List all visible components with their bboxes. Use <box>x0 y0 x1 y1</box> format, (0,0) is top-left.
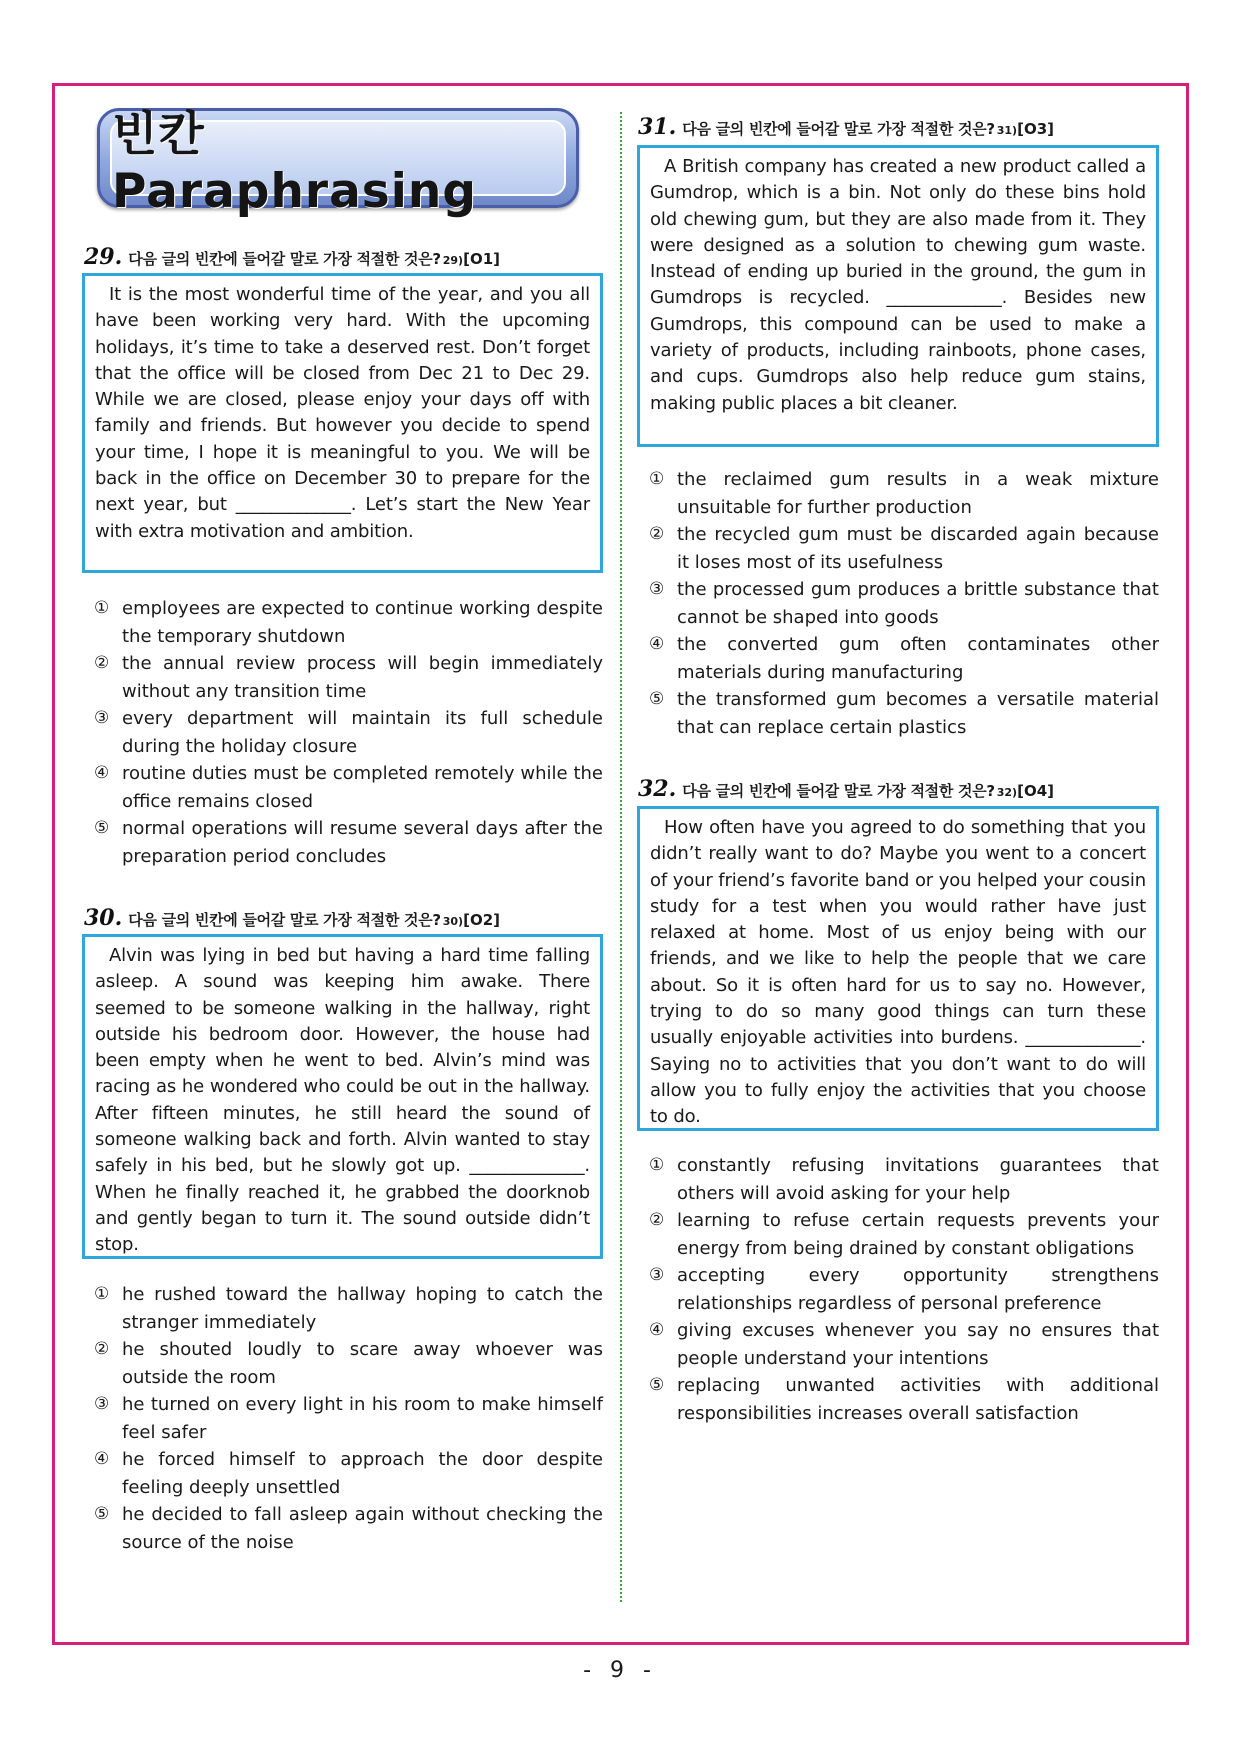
question-footnote-tag: 32) <box>996 786 1018 799</box>
passage-29: It is the most wonderful time of the year, and you all have been working very hard. With the upcoming holidays, it’s time to take a deserved rest. Don’t forget that the office will be closed from Dec 21 to Dec 29. While we are closed, please enjoy your days off with family and friends. But however you decide to spend your time, I hope it is meaningful to you. We will be back in the office on December 30 to prepare for the next year, but _____________. Let’s start the New Year with extra motivation and ambition. <box>82 273 603 573</box>
choice-marker: ⑤ <box>94 1504 110 1524</box>
question-footnote-tag: 31) <box>996 124 1018 137</box>
choice-31-4[interactable] <box>649 631 1159 686</box>
passage-31: A British company has created a new product called a Gumdrop, which is a bin. Not only do these bins hold old chewing gum, but they are also made from it. They were designed as a solution to chewing gum waste. Instead of ending up buried in the ground, the gum in Gumdrops is recycled. _____________. Besides new Gumdrops, this compound can be used to make a variety of products, including rainboots, phone cases, and cups. Gumdrops also help reduce gum stains, making public places a bit cleaner. <box>637 145 1159 447</box>
section-title: 빈칸 Paraphrasing <box>112 107 477 219</box>
choice-marker: ② <box>94 653 110 673</box>
question-header-30 <box>84 905 500 931</box>
choice-29-4[interactable] <box>94 760 603 815</box>
choice-marker: ① <box>94 1284 110 1304</box>
section-title-inner <box>110 107 566 219</box>
choice-text: replacing unwanted activities with additional responsibilities increases overall satisfaction <box>677 1375 1159 1424</box>
choice-text: constantly refusing invitations guarantees that others will avoid asking for your help <box>677 1155 1159 1204</box>
choice-29-1[interactable] <box>94 595 603 650</box>
choice-31-1[interactable] <box>649 466 1159 521</box>
question-footnote-tag: 29) <box>442 254 464 267</box>
choice-marker: ③ <box>649 579 665 599</box>
choice-text: he decided to fall asleep again without checking the source of the noise <box>122 1504 603 1553</box>
choice-text: routine duties must be completed remotely while the office remains closed <box>122 763 603 812</box>
question-code: [O3] <box>1017 120 1054 138</box>
choice-marker: ④ <box>649 1320 665 1340</box>
choice-31-3[interactable] <box>649 576 1159 631</box>
choice-32-3[interactable] <box>649 1262 1159 1317</box>
question-prompt: 다음 글의 빈칸에 들어갈 말로 가장 적절한 것은? <box>128 250 441 268</box>
question-number: 30. <box>84 905 123 931</box>
question-header-29 <box>84 244 500 270</box>
choice-marker: ② <box>649 1210 665 1230</box>
choice-text: he rushed toward the hallway hoping to catch the stranger immediately <box>122 1284 603 1333</box>
choice-31-2[interactable] <box>649 521 1159 576</box>
passage-32: How often have you agreed to do something that you didn’t really want to do? Maybe you went to a concert of your friend’s favorite band or you helped your cousin study for a test when you would rather have just relaxed at home. Most of us enjoy being with our friends, and we like to help the people that we care about. So it is often hard for us to say no. However, trying to do so many good things can turn these usually enjoyable activities into burdens. _____________. Saying no to activities that you don’t want to do will allow you to fully enjoy the activities that you choose to do. <box>637 806 1159 1131</box>
choice-30-1[interactable] <box>94 1281 603 1336</box>
choice-text: giving excuses whenever you say no ensures that people understand your intentions <box>677 1320 1159 1369</box>
question-number: 29. <box>84 244 123 270</box>
choice-text: every department will maintain its full schedule during the holiday closure <box>122 708 603 757</box>
choice-text: he forced himself to approach the door despite feeling deeply unsettled <box>122 1449 603 1498</box>
question-prompt: 다음 글의 빈칸에 들어갈 말로 가장 적절한 것은? <box>128 911 441 929</box>
choice-marker: ① <box>649 469 665 489</box>
choice-32-1[interactable] <box>649 1152 1159 1207</box>
question-header-31 <box>638 114 1054 140</box>
section-title-badge <box>97 107 579 219</box>
choice-marker: ⑤ <box>94 818 110 838</box>
choice-marker: ② <box>649 524 665 544</box>
choice-text: normal operations will resume several days after the preparation period concludes <box>122 818 603 867</box>
page-number: - 9 - <box>583 1658 657 1683</box>
choices-29 <box>94 595 603 870</box>
choice-text: the transformed gum becomes a versatile material that can replace certain plastics <box>677 689 1159 738</box>
choice-32-5[interactable] <box>649 1372 1159 1427</box>
choice-30-5[interactable] <box>94 1501 603 1556</box>
choice-marker: ⑤ <box>649 689 665 709</box>
choice-marker: ③ <box>649 1265 665 1285</box>
choice-marker: ① <box>649 1155 665 1175</box>
choice-marker: ④ <box>94 1449 110 1469</box>
column-divider <box>620 112 622 1602</box>
choice-text: accepting every opportunity strengthens relationships regardless of personal preference <box>677 1265 1159 1314</box>
choice-marker: ④ <box>94 763 110 783</box>
choice-marker: ③ <box>94 708 110 728</box>
choice-marker: ③ <box>94 1394 110 1414</box>
question-prompt: 다음 글의 빈칸에 들어갈 말로 가장 적절한 것은? <box>682 782 995 800</box>
choice-text: the processed gum produces a brittle substance that cannot be shaped into goods <box>677 579 1159 628</box>
choice-marker: ① <box>94 598 110 618</box>
choice-marker: ④ <box>649 634 665 654</box>
choices-30 <box>94 1281 603 1556</box>
choice-30-4[interactable] <box>94 1446 603 1501</box>
choice-text: the recycled gum must be discarded again because it loses most of its usefulness <box>677 524 1159 573</box>
choices-31 <box>649 466 1159 741</box>
question-number: 31. <box>638 114 677 140</box>
question-number: 32. <box>638 776 677 802</box>
choice-text: he shouted loudly to scare away whoever was outside the room <box>122 1339 603 1388</box>
question-code: [O1] <box>463 250 500 268</box>
choice-31-5[interactable] <box>649 686 1159 741</box>
choice-29-3[interactable] <box>94 705 603 760</box>
question-header-32 <box>638 776 1054 802</box>
question-prompt: 다음 글의 빈칸에 들어갈 말로 가장 적절한 것은? <box>682 120 995 138</box>
choice-marker: ⑤ <box>649 1375 665 1395</box>
choice-32-4[interactable] <box>649 1317 1159 1372</box>
question-code: [O4] <box>1017 782 1054 800</box>
choice-29-2[interactable] <box>94 650 603 705</box>
choice-text: the reclaimed gum results in a weak mixture unsuitable for further production <box>677 469 1159 518</box>
question-code: [O2] <box>463 911 500 929</box>
choice-30-3[interactable] <box>94 1391 603 1446</box>
choice-text: the converted gum often contaminates other materials during manufacturing <box>677 634 1159 683</box>
choice-text: employees are expected to continue working despite the temporary shutdown <box>122 598 603 647</box>
question-footnote-tag: 30) <box>442 915 464 928</box>
choice-29-5[interactable] <box>94 815 603 870</box>
choice-text: he turned on every light in his room to make himself feel safer <box>122 1394 603 1443</box>
choice-32-2[interactable] <box>649 1207 1159 1262</box>
choice-marker: ② <box>94 1339 110 1359</box>
choice-text: the annual review process will begin immediately without any transition time <box>122 653 603 702</box>
choice-30-2[interactable] <box>94 1336 603 1391</box>
choices-32 <box>649 1152 1159 1427</box>
choice-text: learning to refuse certain requests prevents your energy from being drained by constant obligations <box>677 1210 1159 1259</box>
passage-30: Alvin was lying in bed but having a hard time falling asleep. A sound was keeping him awake. There seemed to be someone walking in the hallway, right outside his bedroom door. However, the house had been empty when he went to bed. Alvin’s mind was racing as he wondered who could be out in the hallway. After fifteen minutes, he still heard the sound of someone walking back and forth. Alvin wanted to stay safely in his bed, but he slowly got up. _____________. When he finally reached it, he grabbed the doorknob and gently began to turn it. The sound outside didn’t stop. <box>82 934 603 1259</box>
